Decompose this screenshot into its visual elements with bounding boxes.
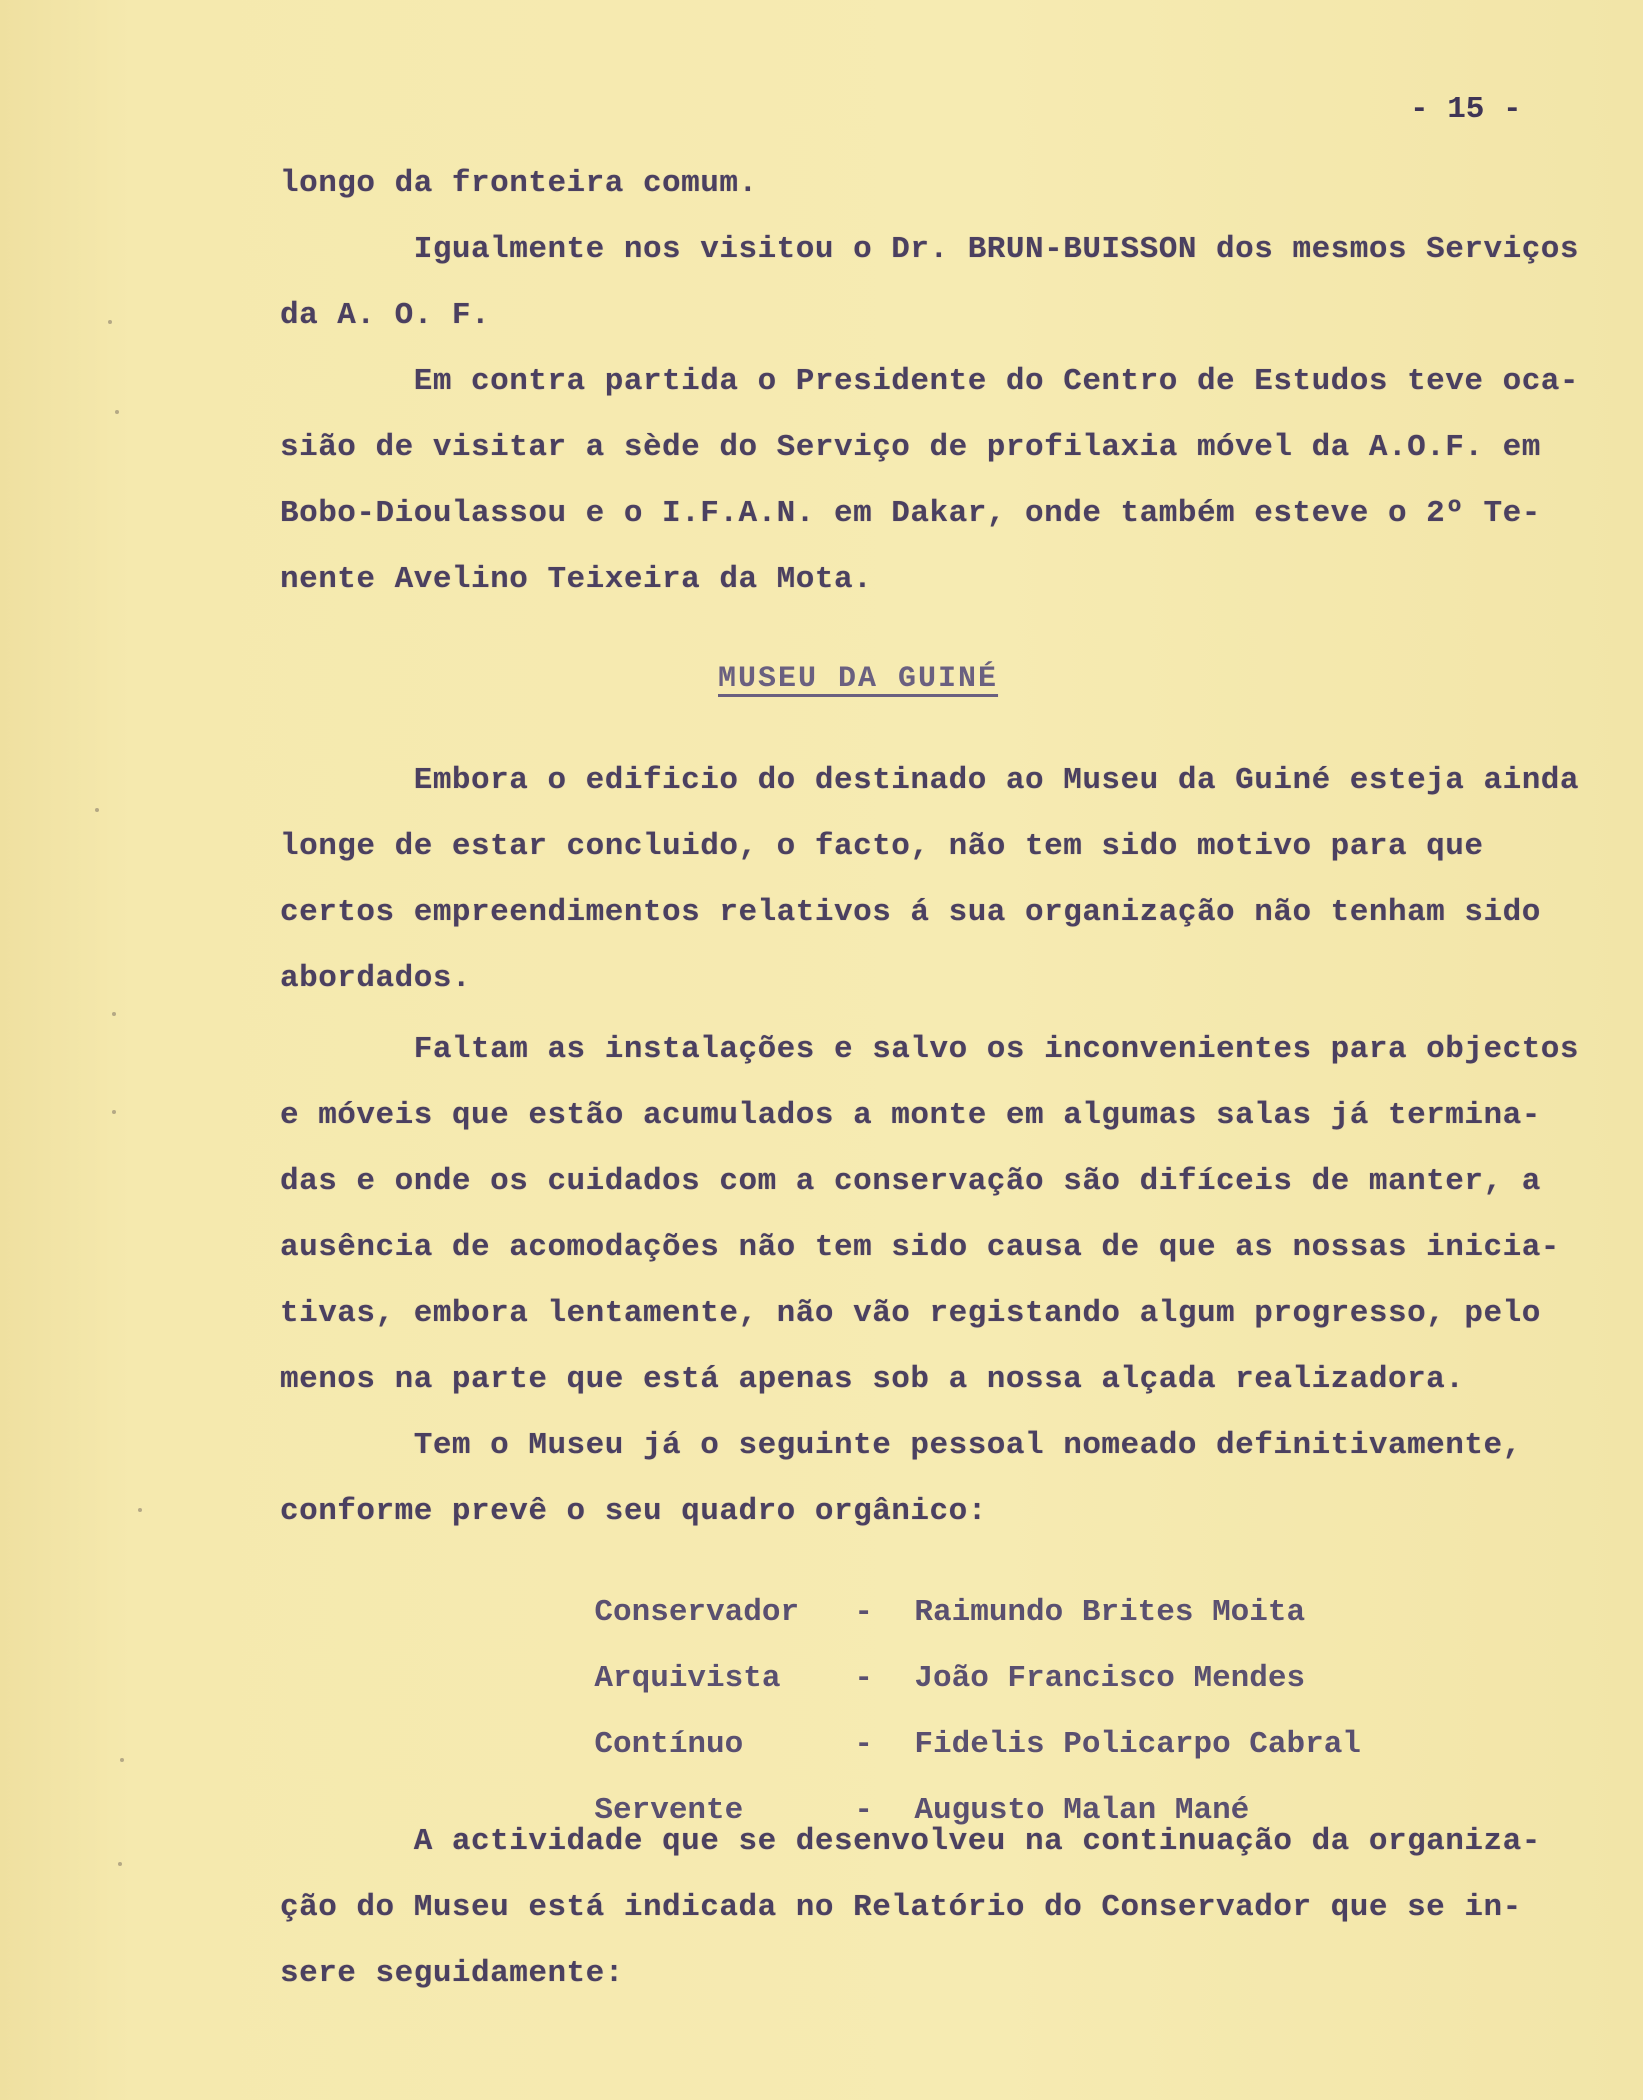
text-line: Tem o Museu já o seguinte pessoal nomeado definitivamente, xyxy=(280,1428,1522,1463)
text-line: sião de visitar a sède do Serviço de profilaxia móvel da A.O.F. em xyxy=(280,430,1541,465)
staff-dash: - xyxy=(854,1661,874,1696)
text-line: menos na parte que está apenas sob a nossa alçada realizadora. xyxy=(280,1362,1465,1397)
staff-role: Conservador xyxy=(594,1595,800,1630)
text-line: longo da fronteira comum. xyxy=(280,166,758,201)
text-line: Em contra partida o Presidente do Centro de Estudos teve oca- xyxy=(280,364,1580,399)
paper-speck xyxy=(118,1862,122,1866)
text-line: Faltam as instalações e salvo os inconvenientes para objectos xyxy=(280,1032,1580,1067)
staff-dash: - xyxy=(854,1595,874,1630)
text-line: ausência de acomodações não tem sido causa de que as nossas inicia- xyxy=(280,1230,1560,1265)
paper-speck xyxy=(112,1012,116,1016)
text-line: A actividade que se desenvolveu na continuação da organiza- xyxy=(280,1824,1541,1859)
text-line: certos empreendimentos relativos á sua organização não tenham sido xyxy=(280,895,1541,930)
staff-role: Contínuo xyxy=(594,1727,744,1762)
text-line: conforme prevê o seu quadro orgânico: xyxy=(280,1494,987,1529)
text-line: Embora o edificio do destinado ao Museu da Guiné esteja ainda xyxy=(280,763,1580,798)
staff-name: Raimundo Brites Moita xyxy=(914,1595,1306,1630)
page-number: - 15 - xyxy=(1410,92,1522,127)
staff-dash: - xyxy=(854,1793,874,1828)
text-line: e móveis que estão acumulados a monte em algumas salas já termina- xyxy=(280,1098,1541,1133)
paper-speck xyxy=(138,1508,142,1512)
staff-role: Arquivista xyxy=(594,1661,781,1696)
text-line: ção do Museu está indicada no Relatório do Conservador que se in- xyxy=(280,1890,1522,1925)
paper-speck xyxy=(108,320,112,324)
paper-speck xyxy=(112,1110,116,1114)
staff-role: Servente xyxy=(594,1793,744,1828)
text-line: abordados. xyxy=(280,961,472,996)
paper-speck xyxy=(95,808,99,812)
text-line: nente Avelino Teixeira da Mota. xyxy=(280,562,873,597)
text-line: longe de estar concluido, o facto, não tem sido motivo para que xyxy=(280,829,1484,864)
text-line: das e onde os cuidados com a conservação são difíceis de manter, a xyxy=(280,1164,1541,1199)
text-line: da A. O. F. xyxy=(280,298,491,333)
staff-dash: - xyxy=(854,1727,874,1762)
text-line: Igualmente nos visitou o Dr. BRUN-BUISSON dos mesmos Serviços xyxy=(280,232,1580,267)
text-line: Bobo-Dioulassou e o I.F.A.N. em Dakar, onde também esteve o 2º Te- xyxy=(280,496,1541,531)
staff-name: João Francisco Mendes xyxy=(914,1661,1306,1696)
paper-speck xyxy=(120,1758,124,1762)
section-heading: MUSEU DA GUINÉ xyxy=(718,662,999,696)
staff-name: Augusto Malan Mané xyxy=(914,1793,1250,1828)
text-line: sere seguidamente: xyxy=(280,1956,624,1991)
paper-speck xyxy=(115,410,119,414)
staff-name: Fidelis Policarpo Cabral xyxy=(914,1727,1361,1762)
text-line: tivas, embora lentamente, não vão registando algum progresso, pelo xyxy=(280,1296,1541,1331)
